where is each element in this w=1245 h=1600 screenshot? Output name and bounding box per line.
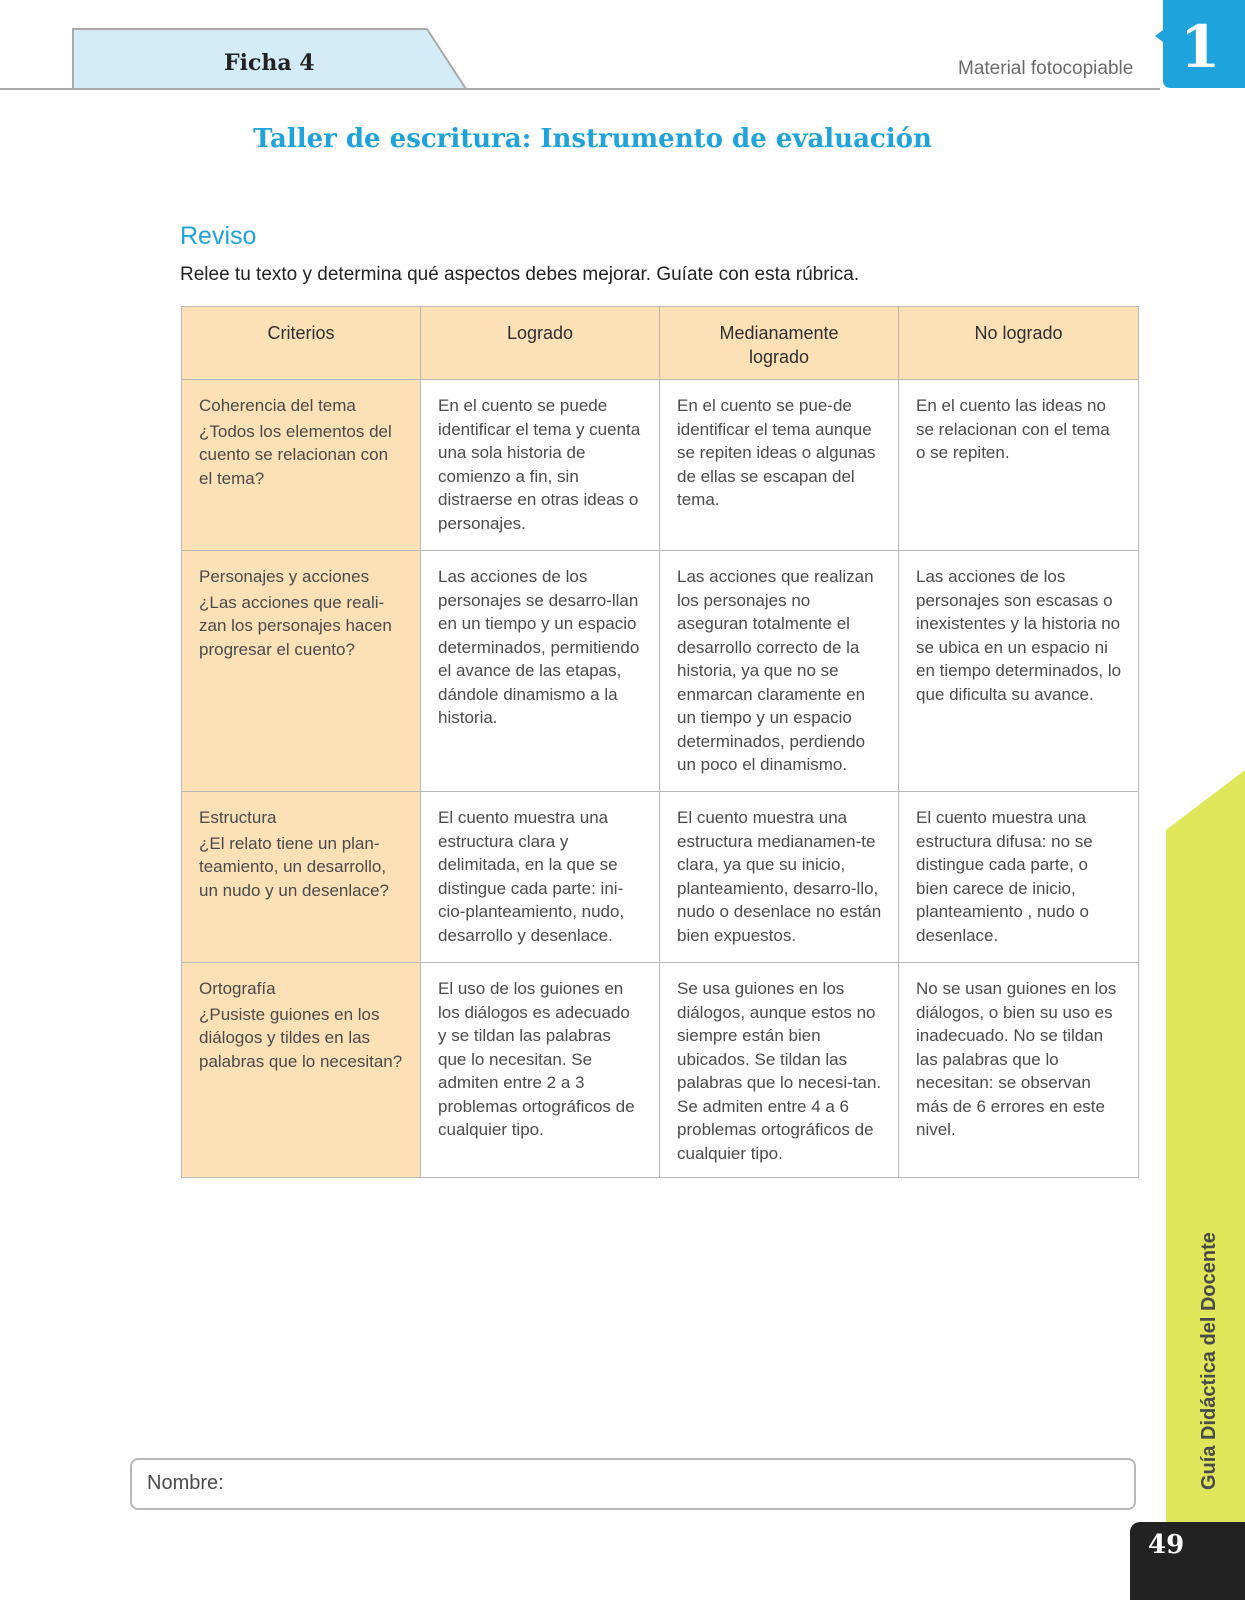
side-title: Guía Didáctica del Docente (1198, 1232, 1220, 1490)
rubric-table (181, 306, 1139, 1178)
logrado-cell: Las acciones de los personajes se desarro-llan en un tiempo y un espacio determinados, permitiendo el avance de las etapas, dándole dinamismo a la historia. (421, 551, 660, 792)
medianamente-cell: El cuento muestra una estructura medianamen-te clara, ya que su inicio, planteamiento, desarro-llo, nudo o desenlace no están bien expuestos. (660, 792, 899, 963)
column-header-criterios: Criterios (182, 307, 421, 380)
criterion-question: ¿Las acciones que reali-zan los personajes hacen progresar el cuento? (199, 592, 392, 659)
no-logrado-cell: No se usan guiones en los diálogos, o bien su uso es inadecuado. No se tildan las palabras que lo necesitan: se observan más de 6 errores en este nivel. (899, 963, 1139, 1178)
name-field[interactable] (130, 1458, 1136, 1510)
medianamente-cell: Las acciones que realizan los personajes no aseguran totalmente el desarrollo correcto de la historia, ya que no se enmarcan claramente en un tiempo y un espacio determinados, perdiendo un poco el dinamismo. (660, 551, 899, 792)
table-row (182, 792, 1139, 963)
section-heading: Reviso (180, 222, 257, 250)
column-header-logrado: Logrado (421, 307, 660, 380)
criterion-cell (182, 963, 421, 1178)
table-row (182, 380, 1139, 551)
no-logrado-cell: En el cuento las ideas no se relacionan con el tema o se repiten. (899, 380, 1139, 551)
name-label: Nombre: (147, 1472, 224, 1494)
logrado-cell: El cuento muestra una estructura clara y delimitada, en la que se distingue cada parte: ini-cio-planteamiento, nudo, desarrollo y desenlace. (421, 792, 660, 963)
column-header-medianamente-text: Medianamente logrado (719, 323, 839, 367)
logrado-cell: En el cuento se puede identificar el tema y cuenta una sola historia de comienzo a fin, sin distraerse en otras ideas o personajes. (421, 380, 660, 551)
criterion-name: Estructura (199, 808, 277, 827)
column-header-no-logrado: No logrado (899, 307, 1139, 380)
table-row (182, 551, 1139, 792)
criterion-question: ¿El relato tiene un plan-teamiento, un desarrollo, un nudo y un desenlace? (199, 833, 389, 900)
page-title: Taller de escritura: Instrumento de evaluación (253, 124, 932, 154)
logrado-cell: El uso de los guiones en los diálogos es adecuado y se tildan las palabras que lo necesitan. Se admiten entre 2 a 3 problemas ortográficos de cualquier tipo. (421, 963, 660, 1178)
criterion-question: ¿Todos los elementos del cuento se relacionan con el tema? (199, 421, 392, 488)
criterion-name: Ortografía (199, 979, 276, 998)
medianamente-cell: En el cuento se pue-de identificar el tema aunque se repiten ideas o algunas de ellas se escapan del tema. (660, 380, 899, 551)
no-logrado-cell: Las acciones de los personajes son escasas o inexistentes y la historia no se ubica en un espacio ni en tiempo determinados, lo que dificulta su avance. (899, 551, 1139, 792)
ficha-label: Ficha 4 (224, 50, 315, 76)
ficha-tab (72, 28, 472, 90)
instruction-text: Relee tu texto y determina qué aspectos debes mejorar. Guíate con esta rúbrica. (180, 264, 860, 285)
table-row (182, 963, 1139, 1178)
no-logrado-cell: El cuento muestra una estructura difusa: no se distingue cada parte, o bien carece de inicio, planteamiento , nudo o desenlace. (899, 792, 1139, 963)
medianamente-cell: Se usa guiones en los diálogos, aunque estos no siempre están bien ubicados. Se tildan las palabras que lo necesi-tan. Se admiten entre 4 a 6 problemas ortográficos de cualquier tipo. (660, 963, 899, 1178)
column-header-medianamente-logrado (660, 307, 899, 380)
page-number: 49 (1148, 1530, 1185, 1560)
criterion-cell (182, 792, 421, 963)
criterion-name: Coherencia del tema (199, 396, 356, 415)
criterion-question: ¿Pusiste guiones en los diálogos y tildes en las palabras que lo necesitan? (199, 1004, 403, 1071)
criterion-cell (182, 380, 421, 551)
material-label: Material fotocopiable (958, 58, 1134, 79)
criterion-name: Personajes y acciones (199, 567, 370, 586)
criterion-cell (182, 551, 421, 792)
rubric-header-row (182, 307, 1139, 380)
unit-number: 1 (1180, 13, 1221, 81)
